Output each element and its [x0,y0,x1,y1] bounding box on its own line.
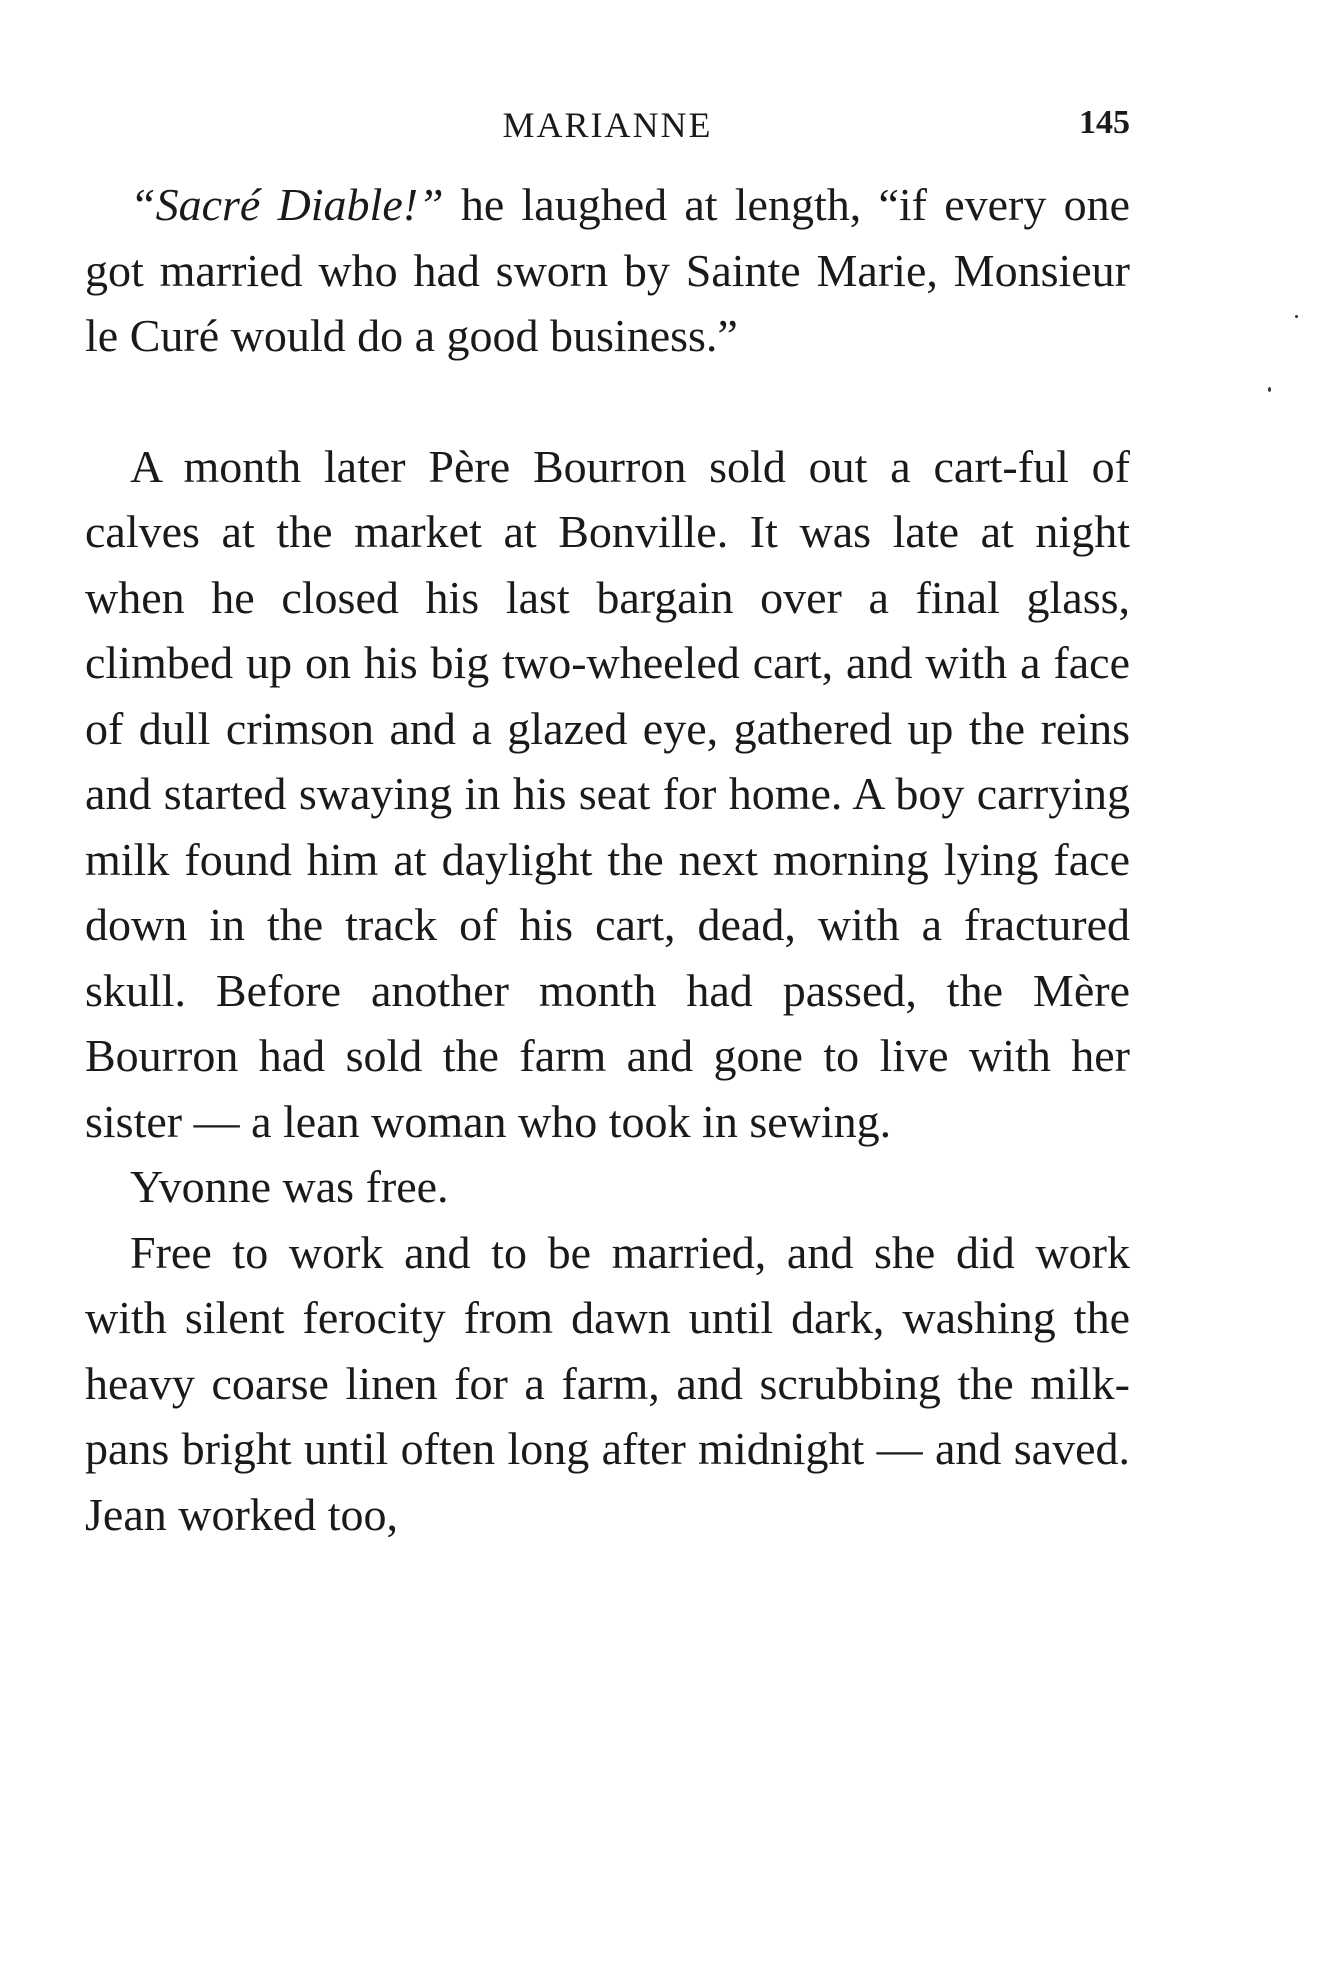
paragraph-1 [85,172,1130,369]
page-number: 145 [1079,104,1130,141]
paper-speck [1268,387,1271,392]
paragraph-1-text: he laughed at length, “if every one got married who had sworn by Sainte Marie, Monsieur le Curé would do a good business.” [85,179,1130,361]
paragraph-2: A month later Père Bourron sold out a cart-ful of calves at the market at Bonville. It was late at night when he closed his last bargain over a final glass, climbed up on his big two-wheeled cart, and with a face of dull crimson and a glazed eye, gathered up the reins and started swaying in his seat for home. A boy carrying milk found him at daylight the next morning lying face down in the track of his cart, dead, with a fractured skull. Before another month had passed, the Mère Bourron had sold the farm and gone to live with her sister — a lean woman who took in sewing. [85,440,1130,1147]
running-title: MARIANNE [502,105,713,145]
page-header [85,104,1130,154]
paragraph-3: Yvonne was free. [130,1161,449,1212]
body-text [85,172,1130,1547]
exclamation-italic: “Sacré Diable!” [130,179,444,230]
paper-speck [1295,315,1298,318]
paragraph-4: Free to work and to be married, and she did work with silent ferocity from dawn until dark, washing the heavy coarse linen for a farm, and scrubbing the milk-pans bright until often long after midnight — and saved. Jean worked too, [85,1226,1130,1540]
